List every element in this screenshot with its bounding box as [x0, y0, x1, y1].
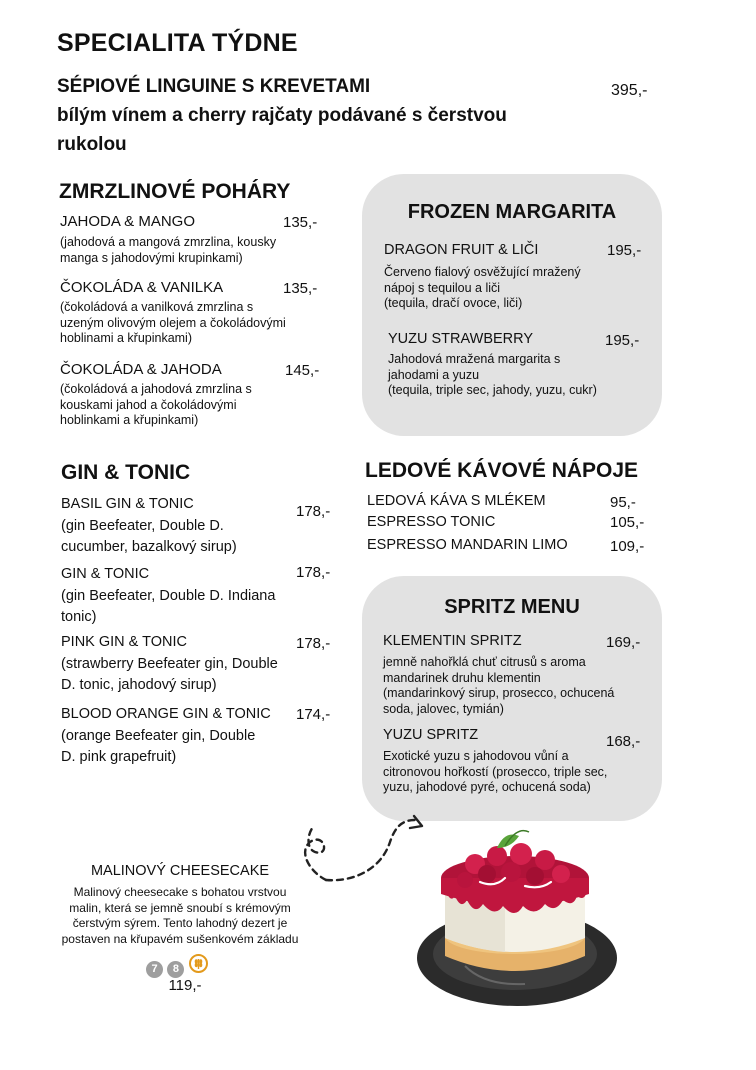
- coffee-item-name: ESPRESSO MANDARIN LIMO: [367, 537, 568, 553]
- ice-cream-section-title: ZMRZLINOVÉ POHÁRY: [59, 180, 291, 203]
- gin-item-desc: (gin Beefeater, Double D. cucumber, bazalkový sirup): [61, 518, 237, 555]
- special-dish-desc-line2: rukolou: [57, 134, 127, 155]
- spritz-item-price: 168,-: [606, 733, 641, 750]
- special-dish-desc-line1: bílým vínem a cherry rajčaty podávané s čerstvou: [57, 105, 507, 126]
- allergen-badge: 8: [167, 961, 184, 978]
- spritz-item-desc: jemně nahořklá chuť citrusů s aroma mandarinek druhu klementin (mandarinkový sirup, prosecco, ochucená soda, jalovec, tymián): [383, 655, 615, 716]
- special-dish-name: SÉPIOVÉ LINGUINE S KREVETAMI: [57, 76, 371, 97]
- coffee-item-price: 105,-: [610, 514, 645, 531]
- gin-item-name: PINK GIN & TONIC: [61, 634, 187, 650]
- gin-item-name: BASIL GIN & TONIC: [61, 496, 194, 512]
- frozen-item-desc: Červeno fialový osvěžující mražený nápoj s tequilou a liči (tequila, dračí ovoce, liči): [384, 265, 581, 310]
- coffee-section-title: LEDOVÉ KÁVOVÉ NÁPOJE: [365, 459, 639, 482]
- ice-cream-item-desc: (čokoládová a vanilková zmrzlina s uzeným olivovým olejem a čokoládovými hoblinami a křupinkami): [60, 300, 286, 345]
- ice-cream-item-price: 145,-: [285, 362, 320, 379]
- gin-item-name: GIN & TONIC: [61, 566, 150, 582]
- spritz-item-name: YUZU SPRITZ: [383, 727, 479, 743]
- allergen-badge: 7: [146, 961, 163, 978]
- ice-cream-item-desc: (čokoládová a jahodová zmrzlina s kouskami jahod a čokoládovými hoblinkami a křupinkami): [60, 382, 252, 427]
- cheesecake-price: 119,-: [168, 977, 202, 994]
- ice-cream-item-name: ČOKOLÁDA & VANILKA: [60, 279, 224, 296]
- special-dish-price: 395,-: [611, 82, 648, 99]
- frozen-section-title: FROZEN MARGARITA: [407, 201, 617, 223]
- frozen-item-price: 195,-: [607, 242, 642, 259]
- frozen-item-name: YUZU STRAWBERRY: [388, 331, 534, 347]
- gin-item-price: 178,-: [296, 564, 331, 581]
- frozen-item-desc: Jahodová mražená margarita s jahodami a yuzu (tequila, triple sec, jahody, yuzu, cukr): [388, 352, 597, 397]
- allergen-badges: [146, 953, 208, 978]
- gin-item-desc: (orange Beefeater gin, Double D. pink grapefruit): [61, 728, 256, 765]
- spritz-item-price: 169,-: [606, 634, 641, 651]
- ice-cream-item-price: 135,-: [283, 280, 318, 297]
- wheat-icon: [189, 954, 208, 973]
- coffee-item-name: LEDOVÁ KÁVA S MLÉKEM: [367, 493, 546, 509]
- gin-item-desc: (gin Beefeater, Double D. Indiana tonic): [61, 588, 276, 625]
- coffee-item-price: 109,-: [610, 538, 645, 555]
- coffee-item-price: 95,-: [610, 494, 636, 511]
- ice-cream-item-name: JAHODA & MANGO: [60, 213, 196, 230]
- frozen-item-price: 195,-: [605, 332, 640, 349]
- ice-cream-item-desc: (jahodová a mangová zmrzlina, kousky manga s jahodovými krupinkami): [60, 235, 277, 265]
- gin-item-name: BLOOD ORANGE GIN & TONIC: [61, 706, 271, 722]
- ice-cream-item-name: ČOKOLÁDA & JAHODA: [60, 361, 222, 378]
- special-section-title: SPECIALITA TÝDNE: [57, 29, 298, 57]
- frozen-item-name: DRAGON FRUIT & LIČI: [384, 242, 539, 258]
- coffee-item-name: ESPRESSO TONIC: [367, 514, 496, 530]
- cheesecake-title: MALINOVÝ CHEESECAKE: [90, 863, 270, 879]
- ice-cream-item-price: 135,-: [283, 214, 318, 231]
- spritz-item-name: KLEMENTIN SPRITZ: [383, 633, 522, 649]
- cheesecake-illustration: [405, 826, 635, 1016]
- gin-item-price: 178,-: [296, 503, 331, 520]
- gin-item-price: 178,-: [296, 635, 331, 652]
- gin-item-price: 174,-: [296, 706, 331, 723]
- cheesecake-desc: Malinový cheesecake s bohatou vrstvou malin, která se jemně snoubí s krémovým čerstvým sýrem. Tento lahodný dezert je postaven na křupavém sušenkovém základu: [61, 885, 299, 946]
- gin-item-desc: (strawberry Beefeater gin, Double D. tonic, jahodový sirup): [61, 656, 278, 693]
- spritz-section-title: SPRITZ MENU: [444, 596, 580, 618]
- spritz-item-desc: Exotické yuzu s jahodovou vůní a citronovou hořkostí (prosecco, triple sec, yuzu, jahodové pyré, ochucená soda): [383, 749, 608, 794]
- gin-section-title: GIN & TONIC: [61, 461, 191, 484]
